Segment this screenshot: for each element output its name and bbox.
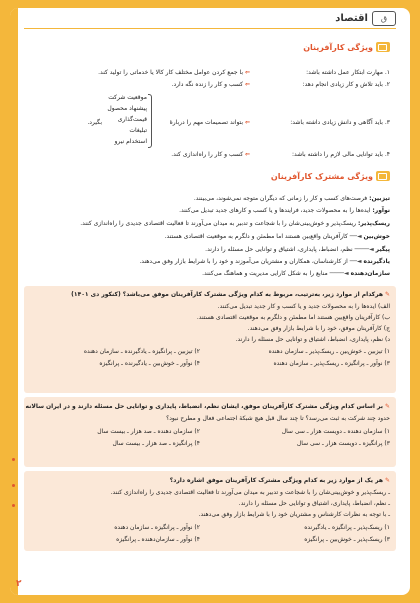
q2-option-3[interactable]: ۳) پرانگیزه ـ دویست هزار ـ سی سال <box>296 440 390 447</box>
page-title: اقتصاد <box>335 13 368 24</box>
q3-option-4[interactable]: ۴) نوآور ـ سازمان‌دهنده ـ پرانگیزه <box>116 536 200 543</box>
q1-option-4[interactable]: ۴) نوآور ـ خوش‌بین ـ یادگیرنده ـ پرانگیزه <box>99 360 200 367</box>
margin-dot <box>12 504 15 507</box>
page-number: ۲ <box>16 579 22 589</box>
q3-option-1[interactable]: ۱) ریسک‌پذیر ـ پرانگیزه ـ یادگیرنده <box>304 524 390 531</box>
margin-dot <box>12 458 15 461</box>
trait-4: خوش‌بین ◄── کارآفرینان واقع‌بین هستند اما مطمئن و دلگرم به موقعیت اقتصادی هستند. <box>164 233 390 240</box>
item-1-desc: ⇐ با جمع کردن عوامل مختلف کار کالا یا خدماتی را تولید کند. <box>98 69 250 76</box>
laptop-icon <box>376 42 390 52</box>
q3-line-1: ـ ریسک‌پذیر و خوش‌بینی‌شان را با شجاعت و تدبیر به میدان می‌آورند تا فعالیت اقتصادی جدیدی را راه‌اندازی کنند. <box>110 489 390 496</box>
q3-line-3: ـ با توجه به نظرات کارشناس و مشتریان خود را با شرایط بازار وفق می‌دهند. <box>198 511 390 518</box>
q2-option-2[interactable]: ۲) سازمان دهنده ـ صد هزار ـ بیست سال <box>97 428 200 435</box>
item-3: ۳. باید آگاهی و دانش زیادی داشته باشد: <box>290 119 390 126</box>
arrow-icon: ◄──── <box>329 270 349 277</box>
page <box>10 8 410 595</box>
q1-line-3: ج) کارآفرینان موفق، خود را با شرایط بازار وفق می‌دهند. <box>247 325 390 332</box>
item-3-brace <box>148 94 152 148</box>
trait-3: ریسک‌پذیر: ریسک‌پذیر و خوش‌بینی‌شان را با شجاعت و تدبیر به میدان می‌آورند تا فعالیت اقتصادی جدیدی را راه‌اندازی کنند. <box>80 220 390 227</box>
margin-dot <box>12 484 15 487</box>
q3-line-2: ـ نظم، انضباط، پایداری، اشتیاق و توانایی حل مسئله را دارند. <box>238 500 390 507</box>
item-3-list-1: موقعیت شرکت <box>108 94 147 101</box>
q2-option-4[interactable]: ۴) پرانگیزه ـ صد هزار ـ بیست سال <box>112 440 200 447</box>
item-3-list-5: استخدام نیرو <box>114 138 147 145</box>
trait-7: سازمان‌دهنده ◄──── منابع را به شکل کارایی مدیریت و هماهنگ می‌کنند. <box>202 270 390 277</box>
side-strip <box>10 8 18 595</box>
pencil-icon: ✎ <box>384 291 390 298</box>
q3-option-3[interactable]: ۳) ریسک‌پذیر ـ خوش‌بین ـ پرانگیزه <box>304 536 390 543</box>
item-3-suffix: بگیرد. <box>87 119 102 126</box>
section-title-2: ویژگی مشترک کارآفرینان <box>271 171 390 181</box>
trait-5: پیگیر ◄──── نظم، انضباط، پایداری، اشتیاق و توانایی حل مسئله را دارند. <box>205 246 390 253</box>
q2-title-2: حدود چند شرکت به ثبت می‌رسد؟ تا چند سال قبل هیچ شبکهٔ اجتماعی فعال و مطرح نبود؟ <box>166 415 390 422</box>
q3-option-2[interactable]: ۲) نوآور ـ پرانگیزه ـ سازمان دهنده <box>114 524 200 531</box>
q1-line-2: ب) کارآفرینان واقع‌بین هستند اما مطمئن و دلگرم به موقعیت اقتصادی هستند. <box>196 314 390 321</box>
q1-option-2[interactable]: ۲) تیزبین ـ پرانگیزه ـ یادگیرنده ـ سازمان دهنده <box>83 348 200 355</box>
item-3-list-3: قیمت‌گذاری <box>117 116 147 123</box>
header-rule <box>24 28 396 29</box>
q2-title: ✎ بر اساس کدام ویژگی مشترک کارآفرینان موفق، ایشان نظم، انضباط، پایداری و توانایی حل مسئله دارند و در ایران سالانه <box>25 403 390 410</box>
item-4-desc: ⇐ کسب و کار را راه‌اندازی کند. <box>171 151 250 158</box>
q1-line-4: د) نظم، پایداری، انضباط، اشتیاق و توانایی حل مسئله را دارند. <box>235 336 390 343</box>
item-3-list-4: تبلیغات <box>129 127 147 134</box>
item-3-desc: ⇐ بتواند تصمیمات مهم را دربارهٔ <box>169 119 250 126</box>
pencil-icon: ✎ <box>384 477 390 484</box>
book-icon: ق <box>372 11 396 26</box>
q1-option-1[interactable]: ۱) تیزبین ـ خوش‌بین ـ ریسک‌پذیر ـ سازمان دهنده <box>268 348 390 355</box>
q3-title: ✎ هر یک از موارد زیر به کدام ویژگی مشترک کارآفرینان موفق اشاره دارد؟ <box>169 477 390 484</box>
q2-option-1[interactable]: ۱) سازمان دهنده ـ دویست هزار ـ سی سال <box>281 428 390 435</box>
laptop-icon <box>376 171 390 181</box>
pencil-icon: ✎ <box>384 403 390 410</box>
q1-option-3[interactable]: ۳) نوآور ـ پرانگیزه ـ ریسک‌پذیر ـ سازمان دهنده <box>273 360 390 367</box>
item-3-list-2: پیشنهاد محصول <box>107 105 147 112</box>
item-2-desc: ⇐ کسب و کار را زنده نگه دارد. <box>171 81 250 88</box>
trait-6: یادگیرنده ◄── از کارشناسان، همکاران و مشتریان می‌آموزند و خود را با شرایط بازار وفق می‌دهند. <box>139 258 390 265</box>
item-1: ۱. مهارت ابتکار عمل داشته باشد: <box>306 69 390 76</box>
header <box>335 11 396 26</box>
trait-1: تیزبین: فرصت‌های کسب و کار را زمانی که دیگران متوجه نمی‌شوند، می‌بینند. <box>193 195 390 202</box>
q1-title: ✎ هرکدام از موارد زیر، به‌ترتیب، مربوط به کدام ویژگی مشترک کارآفرینان موفق می‌باشد؟ (کنکور دی ۱۴۰۱) <box>71 291 390 298</box>
arrow-icon: ◄── <box>349 233 362 240</box>
arrow-icon: ◄──── <box>354 246 374 253</box>
item-4: ۴. باید توانایی مالی لازم را داشته باشد: <box>291 151 390 158</box>
q1-line-1: الف) ایده‌ها را به محصولات جدید و یا کسب و کار جدید تبدیل می‌کنند. <box>217 303 390 310</box>
trait-2: نوآور: ایده‌ها را به محصولات جدید، فرایندها و یا کسب و کارهای جدید تبدیل می‌کنند. <box>179 207 390 214</box>
section-title-1: ویژگی کارآفرینان <box>303 42 390 52</box>
arrow-icon: ◄── <box>349 258 362 265</box>
item-2: ۲. باید تلاش و کار زیادی انجام دهد: <box>302 81 390 88</box>
